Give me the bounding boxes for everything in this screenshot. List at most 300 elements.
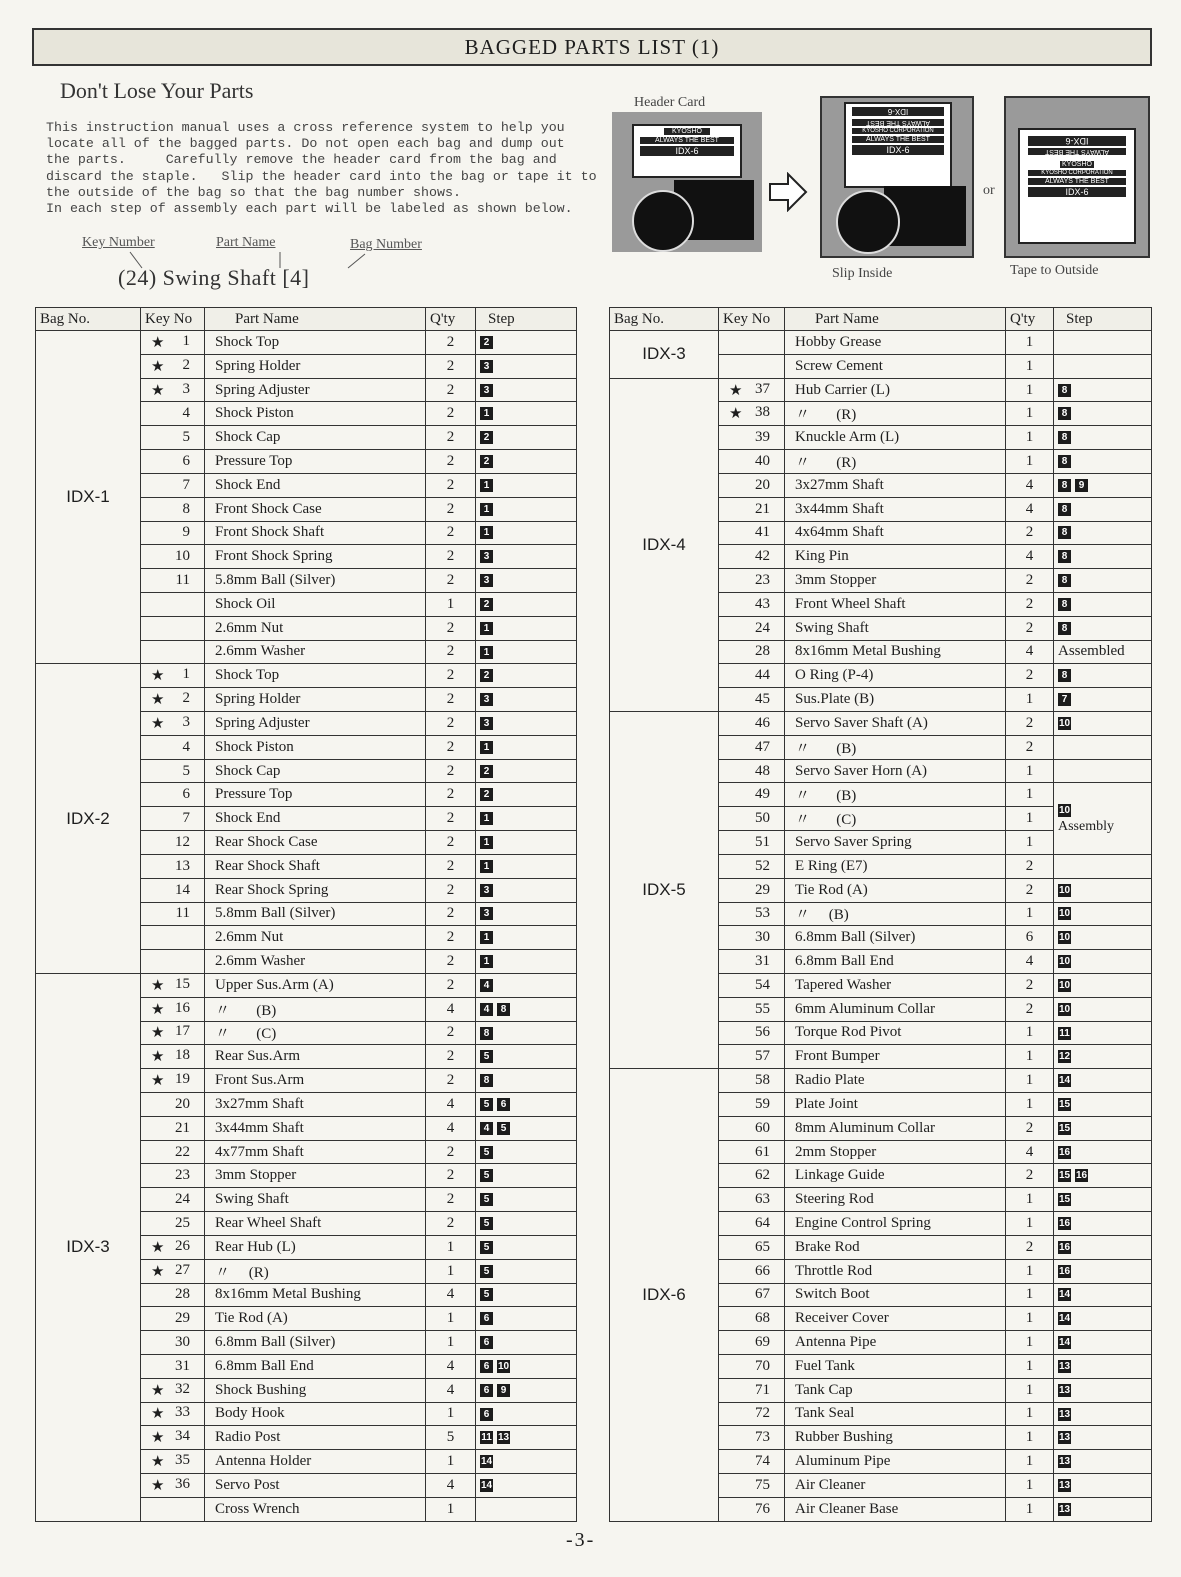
key-number-cell: [719, 497, 785, 521]
step-number-badge: 8: [1058, 526, 1071, 539]
part-name-cell: Shock Piston: [205, 735, 426, 759]
key-number-cell: [141, 1402, 205, 1426]
step-number-badge: 1: [480, 407, 493, 420]
key-number: 4: [182, 738, 190, 755]
col-header-step: Step: [476, 308, 577, 331]
or-label: or: [983, 183, 995, 198]
step-number-badge: 14: [1058, 1313, 1071, 1325]
key-number-cell: [719, 854, 785, 878]
step-number-badge: 10: [1058, 979, 1071, 991]
step-cell: [1054, 1378, 1152, 1402]
part-name-cell: 〃 (B): [785, 735, 1006, 759]
step-number-badge: 8: [1058, 574, 1071, 587]
part-name-cell: Tank Cap: [785, 1378, 1006, 1402]
key-number-cell: [141, 735, 205, 759]
step-cell: [1054, 1116, 1152, 1140]
part-name-cell: 〃 (C): [205, 1021, 426, 1045]
bag-illustration-3: [1004, 96, 1150, 258]
part-name-cell: Receiver Cover: [785, 1307, 1006, 1331]
quantity-cell: 1: [1006, 1450, 1054, 1474]
key-number-cell: [141, 569, 205, 593]
step-number-badge: 14: [480, 1456, 493, 1468]
key-number-cell: [719, 426, 785, 450]
card-tag: ALWAYS THE BEST: [852, 136, 944, 143]
step-cell: [1054, 426, 1152, 450]
key-number: 18: [175, 1047, 190, 1064]
key-number: 52: [755, 857, 770, 874]
quantity-cell: 2: [1006, 854, 1054, 878]
quantity-cell: 2: [426, 1164, 476, 1188]
quantity-cell: 1: [1006, 1069, 1054, 1093]
step-number-badge: 8: [1058, 622, 1071, 635]
parts-table-right: [609, 307, 1152, 1522]
card-model: IDX-6: [1028, 187, 1126, 197]
part-name-cell: Radio Post: [205, 1426, 426, 1450]
quantity-cell: 4: [426, 1093, 476, 1117]
step-cell: [476, 331, 577, 355]
step-cell: [1054, 1307, 1152, 1331]
part-name-cell: 3mm Stopper: [205, 1164, 426, 1188]
key-number-cell: [719, 783, 785, 807]
key-number-cell: [141, 973, 205, 997]
step-cell: [1054, 664, 1152, 688]
key-number-cell: [141, 1283, 205, 1307]
key-number-cell: [141, 1188, 205, 1212]
part-name-cell: Front Sus.Arm: [205, 1069, 426, 1093]
key-number: 72: [755, 1405, 770, 1422]
step-number-badge: 13: [1058, 1456, 1071, 1468]
quantity-cell: 2: [426, 402, 476, 426]
key-number: 15: [175, 975, 190, 992]
key-number-cell: [719, 1402, 785, 1426]
key-number: 30: [755, 929, 770, 946]
part-name-cell: Screw Cement: [785, 354, 1006, 378]
key-number-cell: [141, 592, 205, 616]
key-number-cell: [719, 1116, 785, 1140]
key-number-cell: [141, 521, 205, 545]
step-number-badge: 1: [480, 860, 493, 873]
part-name-cell: O Ring (P-4): [785, 664, 1006, 688]
key-number-cell: [141, 783, 205, 807]
step-cell: [476, 1235, 577, 1259]
part-name-cell: Pressure Top: [205, 783, 426, 807]
key-number-cell: [719, 1283, 785, 1307]
step-cell: [1054, 1140, 1152, 1164]
key-number-cell: [719, 688, 785, 712]
key-number: 31: [755, 953, 770, 970]
quantity-cell: 2: [1006, 1235, 1054, 1259]
step-number-badge: 13: [1058, 1503, 1071, 1515]
quantity-cell: 2: [426, 1021, 476, 1045]
step-number-badge: 6: [480, 1408, 493, 1421]
quantity-cell: 2: [426, 1212, 476, 1236]
quantity-cell: 2: [426, 450, 476, 474]
key-number-cell: [141, 831, 205, 855]
step-cell: [476, 426, 577, 450]
quantity-cell: 2: [1006, 616, 1054, 640]
step-cell: [1054, 1402, 1152, 1426]
quantity-cell: 2: [426, 426, 476, 450]
key-number-cell: [719, 1450, 785, 1474]
part-name-cell: Fuel Tank: [785, 1354, 1006, 1378]
key-number-cell: [141, 1140, 205, 1164]
key-number-cell: [141, 473, 205, 497]
key-number: 3: [182, 380, 190, 397]
part-name-cell: Rear Shock Case: [205, 831, 426, 855]
step-number-badge: 1: [480, 503, 493, 516]
taped-card-image: [1018, 128, 1136, 244]
step-number-badge: 3: [480, 550, 493, 563]
key-number: 24: [755, 619, 770, 636]
header-card-image: [632, 124, 742, 178]
step-number-badge: 13: [1058, 1360, 1071, 1372]
part-name-cell: Cross Wrench: [205, 1497, 426, 1521]
step-cell: [1054, 1354, 1152, 1378]
step-cell: [476, 402, 577, 426]
step-number-badge: 2: [480, 669, 493, 682]
part-name-cell: Shock Piston: [205, 402, 426, 426]
key-number: 1: [182, 666, 190, 683]
part-name-cell: Rear Shock Shaft: [205, 854, 426, 878]
quantity-cell: 1: [426, 1497, 476, 1521]
part-name-cell: 4x64mm Shaft: [785, 521, 1006, 545]
part-name-cell: Shock End: [205, 473, 426, 497]
quantity-cell: 4: [1006, 473, 1054, 497]
step-number-badge: 5: [480, 1098, 493, 1111]
key-number: 32: [175, 1380, 190, 1397]
part-name-cell: 6.8mm Ball (Silver): [785, 926, 1006, 950]
key-number: 21: [755, 500, 770, 517]
key-number-cell: [719, 592, 785, 616]
quantity-cell: 4: [426, 1474, 476, 1498]
step-number-badge: 16: [1058, 1146, 1071, 1158]
step-cell: [476, 1045, 577, 1069]
quantity-cell: 2: [426, 497, 476, 521]
key-number: 27: [175, 1261, 190, 1278]
step-cell: [1054, 1069, 1152, 1093]
quantity-cell: 1: [426, 592, 476, 616]
star-icon: ★: [151, 382, 165, 399]
tape-outside-label: Tape to Outside: [1010, 263, 1099, 278]
part-name-cell: 8x16mm Metal Bushing: [785, 640, 1006, 664]
col-header-key: Key No: [141, 308, 205, 331]
part-name-cell: Rear Wheel Shaft: [205, 1212, 426, 1236]
bag-number-cell: IDX-4: [610, 378, 719, 711]
key-number-cell: [719, 759, 785, 783]
quantity-cell: 2: [426, 473, 476, 497]
part-name-cell: Swing Shaft: [785, 616, 1006, 640]
step-number-badge: 14: [1058, 1075, 1071, 1087]
key-number: 7: [182, 476, 190, 493]
intro-line: discard the staple. Slip the header card into the bag or tape it to: [46, 168, 597, 184]
step-number-badge: 14: [1058, 1337, 1071, 1349]
part-name-cell: 3x44mm Shaft: [785, 497, 1006, 521]
quantity-cell: 1: [1006, 402, 1054, 426]
table-header-row: [610, 308, 1152, 331]
step-cell: [476, 569, 577, 593]
intro-line: This instruction manual uses a cross reference system to help you: [46, 120, 565, 135]
step-cell: [476, 664, 577, 688]
key-number-cell: [719, 1045, 785, 1069]
step-number-badge: 5: [480, 1193, 493, 1206]
step-number-badge: 15: [1058, 1170, 1071, 1182]
step-cell: [476, 1069, 577, 1093]
step-cell: [476, 902, 577, 926]
quantity-cell: 1: [426, 1235, 476, 1259]
key-number: 47: [755, 738, 770, 755]
part-name-cell: Upper Sus.Arm (A): [205, 973, 426, 997]
bag-illustration-1: [612, 112, 762, 252]
key-number: 51: [755, 833, 770, 850]
step-cell: [1054, 473, 1152, 497]
key-number-cell: [141, 997, 205, 1021]
key-number: 48: [755, 762, 770, 779]
key-number-cell: [141, 426, 205, 450]
part-name-cell: Servo Saver Horn (A): [785, 759, 1006, 783]
quantity-cell: 2: [1006, 997, 1054, 1021]
key-number: 29: [755, 881, 770, 898]
star-icon: ★: [151, 334, 165, 351]
step-cell: [1054, 783, 1152, 854]
part-name-cell: 〃 (C): [785, 807, 1006, 831]
key-number: 21: [175, 1119, 190, 1136]
step-number-badge: 8: [480, 1027, 493, 1040]
key-number: 67: [755, 1286, 770, 1303]
quantity-cell: 2: [1006, 592, 1054, 616]
key-number-cell: [141, 450, 205, 474]
key-number: 31: [175, 1357, 190, 1374]
quantity-cell: 1: [1006, 807, 1054, 831]
key-number: 49: [755, 786, 770, 803]
part-name-cell: 2.6mm Washer: [205, 640, 426, 664]
step-number-badge: 1: [480, 741, 493, 754]
quantity-cell: 2: [426, 950, 476, 974]
step-note: Assembled: [1058, 643, 1125, 660]
step-cell: [1054, 1426, 1152, 1450]
key-number-cell: [719, 1093, 785, 1117]
part-name-cell: 〃 (B): [785, 902, 1006, 926]
quantity-cell: 2: [426, 521, 476, 545]
part-name-cell: Shock Top: [205, 664, 426, 688]
step-number-badge: 6: [480, 1312, 493, 1325]
quantity-cell: 1: [426, 1259, 476, 1283]
key-number: 12: [175, 833, 190, 850]
key-number: 13: [175, 857, 190, 874]
key-number-cell: [719, 1331, 785, 1355]
key-number: 20: [755, 476, 770, 493]
part-name-cell: Shock End: [205, 807, 426, 831]
bag-number-cell: IDX-5: [610, 712, 719, 1069]
key-number: 14: [175, 881, 190, 898]
step-cell: [476, 1021, 577, 1045]
quantity-cell: 2: [426, 1140, 476, 1164]
step-cell: [476, 545, 577, 569]
quantity-cell: 1: [1006, 1283, 1054, 1307]
key-number-cell: [719, 378, 785, 402]
step-number-badge: 8: [1058, 431, 1071, 444]
key-number: 64: [755, 1214, 770, 1231]
step-number-badge: 8: [1058, 550, 1071, 563]
key-number-cell: [141, 807, 205, 831]
step-cell: [1054, 331, 1152, 355]
step-number-badge: 13: [1058, 1408, 1071, 1420]
step-cell: [476, 783, 577, 807]
part-name-cell: Rear Sus.Arm: [205, 1045, 426, 1069]
step-number-badge: 2: [480, 788, 493, 801]
star-icon: ★: [151, 1382, 165, 1399]
parts-table-left: [35, 307, 577, 1522]
key-number: 43: [755, 595, 770, 612]
step-number-badge: 5: [480, 1217, 493, 1230]
key-number-cell: [719, 473, 785, 497]
quantity-cell: 4: [1006, 1140, 1054, 1164]
step-cell: [1054, 735, 1152, 759]
part-name-cell: 3x27mm Shaft: [205, 1093, 426, 1117]
quantity-cell: 2: [426, 1069, 476, 1093]
quantity-cell: 1: [1006, 1378, 1054, 1402]
quantity-cell: 2: [426, 378, 476, 402]
part-name-cell: Tapered Washer: [785, 973, 1006, 997]
part-name-cell: Sus.Plate (B): [785, 688, 1006, 712]
quantity-cell: 4: [1006, 950, 1054, 974]
part-name-cell: Rear Shock Spring: [205, 878, 426, 902]
key-number: 68: [755, 1310, 770, 1327]
step-cell: [476, 1093, 577, 1117]
bag-wheel-shape: [632, 190, 694, 252]
table-row: [610, 1069, 1152, 1093]
step-cell: [476, 807, 577, 831]
star-icon: ★: [151, 1477, 165, 1494]
key-number: 54: [755, 976, 770, 993]
step-number-badge: 14: [480, 1479, 493, 1491]
key-number: 75: [755, 1476, 770, 1493]
part-name-cell: Engine Control Spring: [785, 1212, 1006, 1236]
step-number-badge: 10: [1058, 1003, 1071, 1015]
key-number-cell: [141, 1331, 205, 1355]
quantity-cell: 2: [1006, 712, 1054, 736]
quantity-cell: 2: [426, 902, 476, 926]
key-number: 74: [755, 1453, 770, 1470]
quantity-cell: 1: [426, 1402, 476, 1426]
part-name-cell: Body Hook: [205, 1402, 426, 1426]
step-cell: [476, 854, 577, 878]
step-cell: [1054, 1259, 1152, 1283]
table-row: [610, 331, 1152, 355]
arrow-right-icon: [768, 172, 810, 212]
table-row: [36, 973, 577, 997]
quantity-cell: 2: [1006, 1116, 1054, 1140]
step-cell: [1054, 1283, 1152, 1307]
key-number-cell: [719, 1259, 785, 1283]
star-icon: ★: [151, 1025, 165, 1042]
col-header-bag: Bag No.: [36, 308, 141, 331]
step-cell: [476, 1450, 577, 1474]
key-number: 25: [175, 1214, 190, 1231]
star-icon: ★: [151, 668, 165, 685]
part-name-cell: Front Shock Shaft: [205, 521, 426, 545]
step-cell: [1054, 1164, 1152, 1188]
part-name-cell: Throttle Rod: [785, 1259, 1006, 1283]
key-number: 16: [175, 999, 190, 1016]
star-icon: ★: [151, 358, 165, 375]
key-number-cell: [141, 1093, 205, 1117]
key-number-cell: [141, 331, 205, 355]
part-name-cell: Knuckle Arm (L): [785, 426, 1006, 450]
key-number-cell: [141, 1164, 205, 1188]
step-cell: [476, 1188, 577, 1212]
step-cell: [476, 1354, 577, 1378]
key-number: 4: [182, 405, 190, 422]
part-name-cell: Spring Holder: [205, 354, 426, 378]
legend-part-name: Part Name: [216, 235, 276, 250]
step-number-badge: 6: [497, 1098, 510, 1111]
step-cell: [1054, 1093, 1152, 1117]
step-number-badge: 13: [1058, 1384, 1071, 1396]
step-cell: [476, 735, 577, 759]
col-header-part: Part Name: [785, 308, 1006, 331]
quantity-cell: 4: [1006, 640, 1054, 664]
step-cell: [476, 1426, 577, 1450]
step-number-badge: 5: [480, 1050, 493, 1063]
key-number-cell: [719, 1021, 785, 1045]
step-cell: [1054, 1235, 1152, 1259]
step-number-badge: 6: [480, 1360, 493, 1373]
quantity-cell: 1: [1006, 759, 1054, 783]
part-name-cell: Hub Carrier (L): [785, 378, 1006, 402]
star-icon: ★: [151, 1049, 165, 1066]
step-number-badge: 3: [480, 574, 493, 587]
key-number-cell: [141, 1212, 205, 1236]
key-number: 9: [182, 524, 190, 541]
step-cell: [1054, 569, 1152, 593]
key-number-cell: [719, 450, 785, 474]
part-name-cell: 3mm Stopper: [785, 569, 1006, 593]
key-number-cell: [719, 1378, 785, 1402]
key-number-cell: [141, 902, 205, 926]
key-number: 60: [755, 1119, 770, 1136]
step-number-badge: 16: [1058, 1218, 1071, 1230]
step-number-badge: 1: [480, 812, 493, 825]
step-cell: [476, 759, 577, 783]
key-number: 34: [175, 1428, 190, 1445]
key-number: 62: [755, 1167, 770, 1184]
quantity-cell: 4: [426, 1378, 476, 1402]
bag-number-cell: IDX-1: [36, 331, 141, 664]
step-number-badge: 5: [480, 1169, 493, 1182]
step-number-badge: 7: [1058, 693, 1071, 706]
step-number-badge: 8: [497, 1003, 510, 1016]
step-number-badge: 9: [1075, 479, 1088, 492]
quantity-cell: 2: [426, 807, 476, 831]
step-cell: [1054, 712, 1152, 736]
key-number: 24: [175, 1191, 190, 1208]
page-number: -3-: [566, 1529, 596, 1551]
bag-wheel-shape: [836, 190, 900, 254]
part-name-cell: 〃 (B): [785, 783, 1006, 807]
step-number-badge: 13: [1058, 1432, 1071, 1444]
step-number-badge: 2: [480, 431, 493, 444]
key-number: 3: [182, 713, 190, 730]
step-number-badge: 1: [480, 931, 493, 944]
key-number: 37: [755, 380, 770, 397]
key-number-cell: [141, 1450, 205, 1474]
step-cell: [476, 1212, 577, 1236]
key-number-cell: [719, 1474, 785, 1498]
page-title: BAGGED PARTS LIST (1): [32, 28, 1152, 66]
key-number-cell: [141, 616, 205, 640]
step-number-badge: 13: [497, 1432, 510, 1444]
star-icon: ★: [151, 692, 165, 709]
